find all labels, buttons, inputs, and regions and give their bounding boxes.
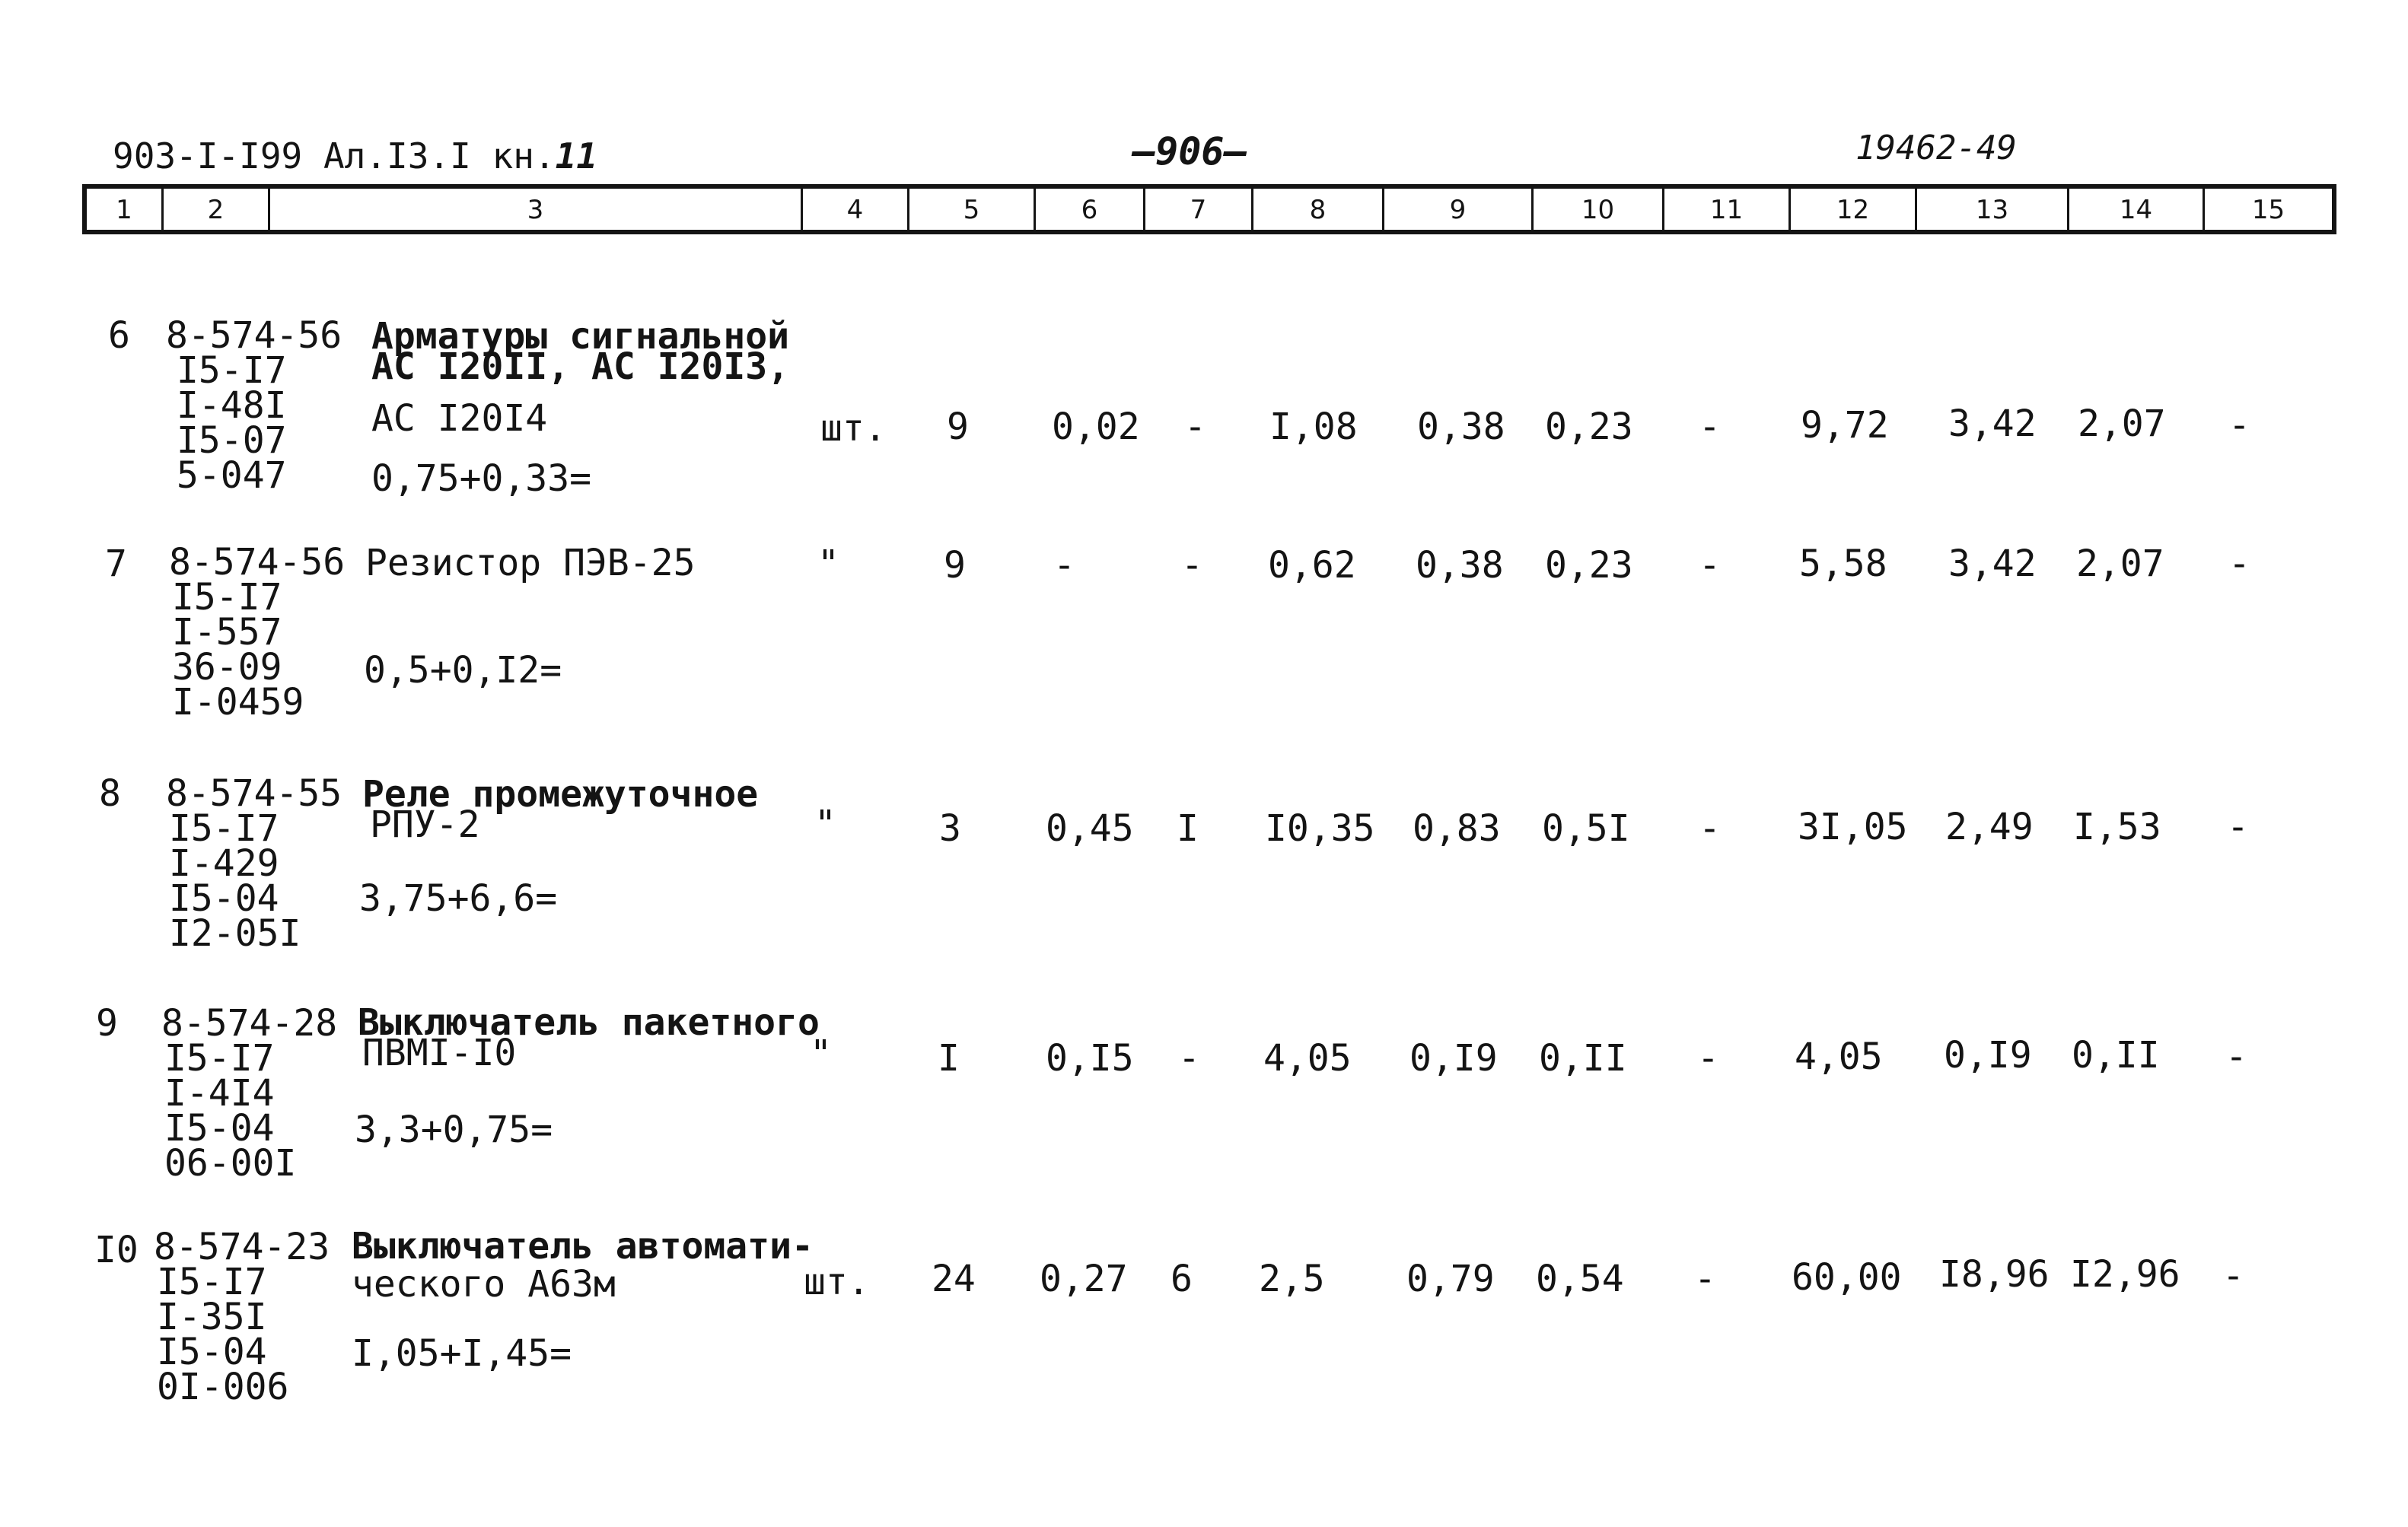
code-line: 06-00I bbox=[164, 1142, 297, 1185]
code-line: I5-I7 bbox=[164, 1037, 275, 1080]
row-number: 7 bbox=[105, 542, 127, 585]
cell-col14: I2,96 bbox=[2070, 1253, 2180, 1296]
formula: 0,75+0,33= bbox=[371, 457, 591, 500]
cell-col11: - bbox=[1697, 1037, 1719, 1080]
cell-col9: 0,79 bbox=[1406, 1258, 1495, 1300]
cell-col5: 9 bbox=[947, 406, 969, 448]
description-line: АС I20II, АС I20I3, bbox=[371, 345, 790, 388]
column-number: 5 bbox=[907, 189, 1034, 230]
row-number: 8 bbox=[99, 772, 121, 815]
cell-col14: I,53 bbox=[2073, 806, 2161, 848]
code-list bbox=[166, 314, 342, 497]
book-number: 11 bbox=[555, 135, 597, 177]
column-number: 15 bbox=[2203, 189, 2332, 230]
column-number: 11 bbox=[1662, 189, 1788, 230]
cell-col6: - bbox=[1053, 544, 1075, 587]
column-number: 9 bbox=[1382, 189, 1531, 230]
cell-col7: - bbox=[1184, 406, 1206, 448]
cell-col8: I0,35 bbox=[1265, 807, 1375, 850]
cell-col9: 0,I9 bbox=[1409, 1037, 1498, 1080]
unit: шт. bbox=[820, 407, 887, 450]
code-line: I5-I7 bbox=[177, 349, 287, 392]
cell-col11: - bbox=[1694, 1258, 1716, 1300]
column-number: 6 bbox=[1034, 189, 1143, 230]
unit: " bbox=[817, 542, 839, 585]
row-number: 9 bbox=[96, 1002, 118, 1045]
column-number: 10 bbox=[1531, 189, 1662, 230]
formula: I,05+I,45= bbox=[352, 1332, 572, 1375]
column-number: 3 bbox=[268, 189, 801, 230]
description bbox=[365, 542, 695, 584]
code-line: I-4I4 bbox=[164, 1072, 275, 1115]
description-line: Резистор ПЭВ-25 bbox=[365, 542, 696, 584]
code-list bbox=[161, 1002, 338, 1185]
cell-col6: 0,I5 bbox=[1046, 1037, 1134, 1080]
code-line: 0I-006 bbox=[157, 1366, 289, 1408]
description bbox=[362, 773, 758, 846]
code-line: I-429 bbox=[169, 842, 279, 885]
cell-col8: I,08 bbox=[1269, 406, 1358, 448]
cell-col13: 3,42 bbox=[1948, 542, 2037, 585]
row-number: I0 bbox=[94, 1229, 139, 1271]
cell-col9: 0,83 bbox=[1413, 807, 1501, 850]
description-line: Арматуры сигнальной bbox=[371, 315, 790, 358]
cell-col12: 60,00 bbox=[1792, 1256, 1902, 1299]
code-line: I5-04 bbox=[157, 1331, 267, 1373]
description-line: Выключатель автомати- bbox=[352, 1225, 814, 1268]
code-line: I-557 bbox=[172, 611, 282, 654]
document-code bbox=[113, 135, 597, 177]
description-line: ческого А63м bbox=[352, 1263, 616, 1306]
cell-col12: 3I,05 bbox=[1798, 806, 1908, 848]
cell-col7: - bbox=[1181, 544, 1203, 587]
code-line: 5-047 bbox=[177, 454, 287, 497]
description-line: Реле промежуточное bbox=[362, 773, 759, 816]
row-number: 6 bbox=[108, 314, 130, 357]
description-line: ПВМI-I0 bbox=[362, 1032, 517, 1074]
description-line: РПУ-2 bbox=[370, 803, 480, 846]
unit: " bbox=[810, 1032, 832, 1075]
cell-col10: 0,54 bbox=[1536, 1258, 1624, 1300]
cell-col10: 0,5I bbox=[1542, 807, 1630, 850]
doc-code-text: 903-I-I99 Ал.I3.I кн. bbox=[113, 135, 556, 177]
code-line: I5-04 bbox=[164, 1107, 275, 1150]
column-number: 8 bbox=[1251, 189, 1382, 230]
cell-col5: I bbox=[938, 1037, 960, 1080]
cell-col7: I bbox=[1177, 807, 1199, 850]
cell-col13: 3,42 bbox=[1948, 402, 2037, 445]
column-number-header bbox=[82, 184, 2336, 234]
cell-col9: 0,38 bbox=[1416, 544, 1504, 587]
cell-col8: 0,62 bbox=[1268, 544, 1356, 587]
code-line: 8-574-23 bbox=[154, 1226, 330, 1268]
cell-col15: - bbox=[2228, 404, 2250, 447]
code-list bbox=[154, 1226, 330, 1408]
cell-col5: 24 bbox=[932, 1258, 976, 1300]
description bbox=[371, 315, 789, 440]
cell-col13: 2,49 bbox=[1945, 806, 2034, 848]
description bbox=[352, 1225, 814, 1306]
column-number: 4 bbox=[801, 189, 907, 230]
cell-col13: 0,I9 bbox=[1944, 1034, 2032, 1077]
code-line: I5-I7 bbox=[169, 807, 279, 850]
formula: 3,3+0,75= bbox=[355, 1109, 553, 1151]
cell-col14: 2,07 bbox=[2078, 402, 2166, 445]
column-number: 2 bbox=[161, 189, 268, 230]
code-line: I5-I7 bbox=[172, 576, 282, 619]
cell-col10: 0,23 bbox=[1545, 544, 1633, 587]
cell-col6: 0,27 bbox=[1040, 1258, 1128, 1300]
cell-col12: 9,72 bbox=[1801, 404, 1889, 447]
description-line: АС I20I4 bbox=[371, 397, 548, 440]
column-number: 7 bbox=[1143, 189, 1251, 230]
cell-col15: - bbox=[2228, 542, 2250, 585]
code-line: I-0459 bbox=[172, 681, 304, 724]
cell-col7: 6 bbox=[1171, 1258, 1193, 1300]
description bbox=[358, 1001, 820, 1074]
code-line: I2-05I bbox=[169, 912, 301, 955]
cell-col5: 3 bbox=[939, 807, 961, 850]
page-number: —906— bbox=[1132, 129, 1247, 173]
formula: 3,75+6,6= bbox=[359, 877, 558, 920]
code-list bbox=[169, 541, 346, 724]
cell-col8: 2,5 bbox=[1259, 1258, 1325, 1300]
column-number: 1 bbox=[116, 195, 132, 225]
cell-col13: I8,96 bbox=[1939, 1253, 2050, 1296]
cell-col14: 2,07 bbox=[2076, 542, 2164, 585]
code-line: 8-574-28 bbox=[161, 1002, 338, 1045]
cell-col12: 4,05 bbox=[1795, 1035, 1883, 1078]
cell-col11: - bbox=[1699, 544, 1721, 587]
cell-col14: 0,II bbox=[2072, 1034, 2160, 1077]
code-line: I-35I bbox=[157, 1296, 267, 1338]
description-line: Выключатель пакетного bbox=[358, 1001, 820, 1044]
cell-col9: 0,38 bbox=[1417, 406, 1505, 448]
unit: " bbox=[814, 803, 836, 845]
code-line: 8-574-55 bbox=[166, 772, 342, 815]
code-line: I5-04 bbox=[169, 877, 279, 920]
cell-col10: 0,23 bbox=[1545, 406, 1633, 448]
code-list bbox=[166, 772, 342, 955]
column-number: 12 bbox=[1788, 189, 1915, 230]
code-line: 8-574-56 bbox=[166, 314, 342, 357]
column-number: 14 bbox=[2067, 189, 2203, 230]
code-line: 8-574-56 bbox=[169, 541, 346, 584]
formula: 0,5+0,I2= bbox=[364, 649, 562, 692]
cell-col5: 9 bbox=[944, 544, 966, 587]
cell-col15: - bbox=[2225, 1035, 2247, 1078]
code-line: I5-I7 bbox=[157, 1261, 267, 1303]
cell-col7: - bbox=[1178, 1037, 1200, 1080]
unit: шт. bbox=[804, 1261, 870, 1303]
cell-col6: 0,02 bbox=[1052, 406, 1140, 448]
column-number: 13 bbox=[1915, 189, 2067, 230]
cell-col10: 0,II bbox=[1539, 1037, 1627, 1080]
cell-col11: - bbox=[1699, 807, 1721, 850]
cell-col15: - bbox=[2227, 806, 2249, 848]
cell-col8: 4,05 bbox=[1263, 1037, 1352, 1080]
code-line: I5-07 bbox=[177, 419, 287, 462]
code-line: I-48I bbox=[177, 384, 287, 427]
cell-col15: - bbox=[2222, 1255, 2244, 1297]
cell-col6: 0,45 bbox=[1046, 807, 1134, 850]
document-stamp: 19462-49 bbox=[1855, 129, 2017, 167]
code-line: 36-09 bbox=[172, 646, 282, 689]
cell-col12: 5,58 bbox=[1799, 542, 1887, 585]
cell-col11: - bbox=[1699, 406, 1721, 448]
